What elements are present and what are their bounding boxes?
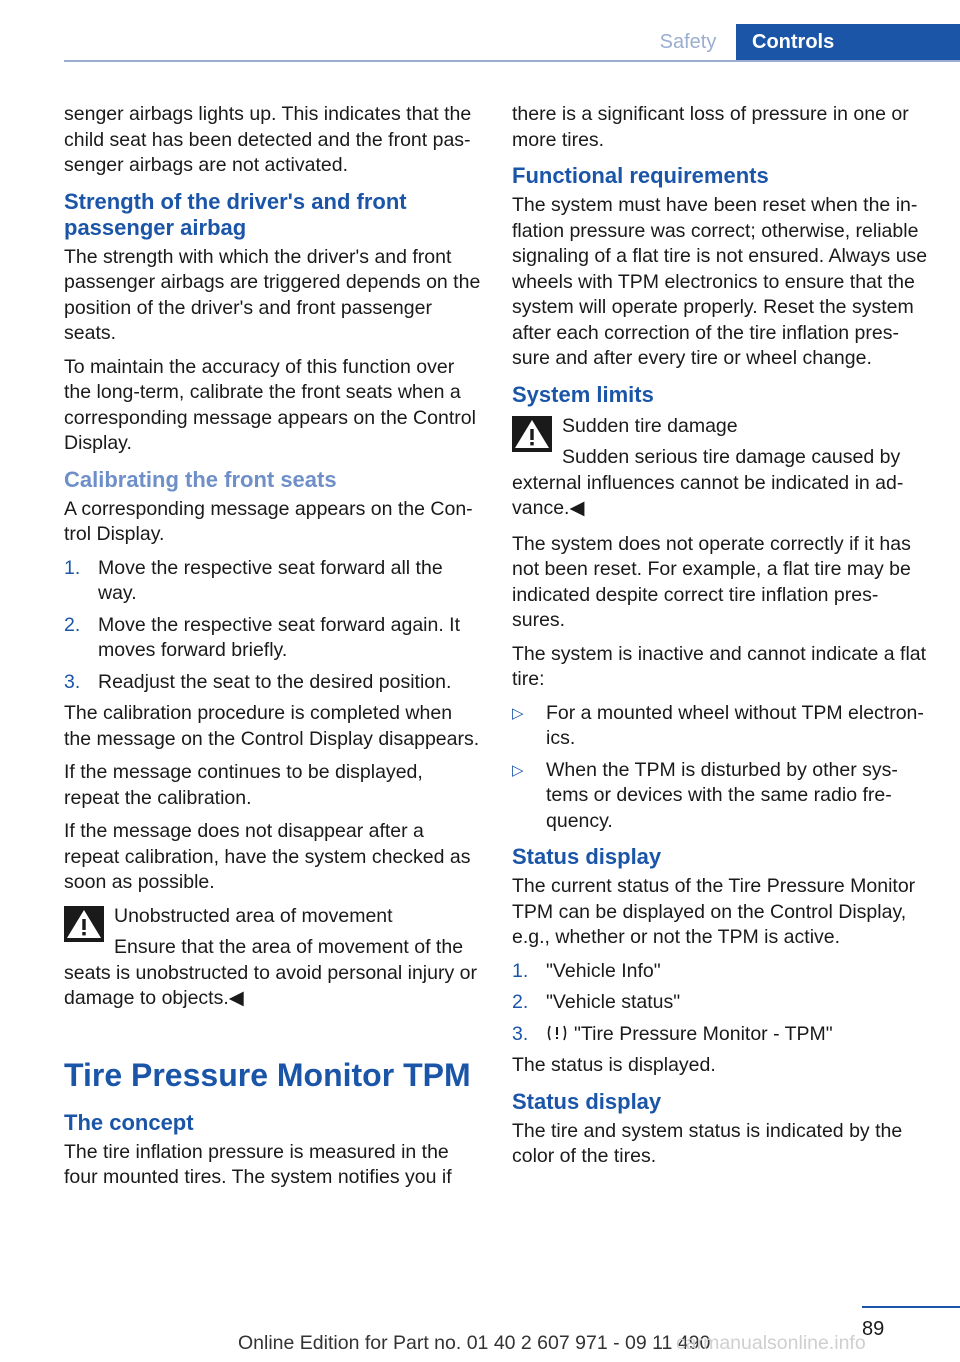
paragraph: The current status of the Tire Pressure Monitor TPM can be displayed on the Control Display, e.g., whether or not the TPM is active.	[512, 875, 916, 948]
right-column	[512, 102, 930, 1178]
list-item	[64, 556, 482, 607]
status-steps	[512, 959, 930, 1048]
heading-airbag-strength: Strength of the driver's and front passenger airbag	[64, 188, 407, 240]
list-item	[64, 613, 482, 664]
warning-title: Sudden tire damage	[562, 414, 738, 437]
heading-system-limits: System limits	[512, 381, 654, 407]
paragraph: The system is inactive and cannot indicate a flat tire:	[512, 642, 927, 690]
triangle-bullet-icon: ▷	[512, 761, 524, 779]
list-item	[512, 758, 930, 835]
heading-status-display: Status display	[512, 1088, 662, 1114]
warning-triangle-icon	[512, 416, 552, 452]
heading-calibrating-seats: Calibrating the front seats	[64, 466, 337, 492]
header-divider	[64, 60, 960, 62]
intro-paragraph: senger airbags lights up. This indicates that the child seat has been detected and the front pas-senger airbags are not activated.	[64, 103, 472, 176]
list-number: 3.	[64, 670, 81, 693]
intro-paragraph: there is a significant loss of pressure in one or more tires.	[512, 103, 909, 151]
list-item	[512, 1022, 930, 1048]
warning-triangle-icon	[64, 906, 104, 942]
paragraph: The system does not operate correctly if it has not been reset. For example, a flat tire may be indicated despite correct tire inflation pres-sures.	[512, 532, 911, 631]
list-item-text: Move the respective seat forward again. It moves forward briefly.	[98, 613, 461, 661]
paragraph: A corresponding message appears on the Con-trol Display.	[64, 497, 473, 545]
calibration-steps	[64, 556, 482, 696]
paragraph: The system must have been reset when the in-flation pressure was correct; otherwise, reliable signaling of a flat tire is not ensured. Always use wheels with TPM electronics to ensure that the system will operate properly. Reset the system after each correction of the tire inflation pres-sure and after every tire or wheel change.	[512, 194, 928, 369]
paragraph: The calibration procedure is completed when the message on the Control Display disappears.	[64, 702, 480, 750]
list-item-text: Move the respective seat forward all the way.	[98, 556, 443, 604]
footer-watermark: carmanualsonline.info	[676, 1332, 866, 1354]
warning-text: Sudden serious tire damage caused by external influences cannot be indicated in ad-vance.◀	[512, 446, 904, 519]
list-number: 1.	[64, 556, 81, 579]
warning-block	[512, 414, 930, 522]
warning-block	[64, 904, 482, 1012]
triangle-bullet-icon: ▷	[512, 704, 524, 722]
warning-text: Ensure that the area of movement of the seats is unobstructed to avoid personal injury or damage to objects.◀	[64, 936, 477, 1009]
list-item-text: When the TPM is disturbed by other sys-tems or devices with the same radio fre-quency.	[546, 758, 898, 832]
list-number: 3.	[512, 1022, 529, 1045]
list-item-text: "Vehicle Info"	[546, 959, 661, 982]
list-number: 2.	[512, 991, 529, 1013]
left-column	[64, 102, 482, 1199]
heading-status-display: Status display	[512, 844, 662, 869]
list-number: 1.	[512, 959, 529, 982]
list-number: 2.	[64, 613, 81, 636]
heading-concept: The concept	[64, 1109, 194, 1135]
paragraph: The strength with which the driver's and front passenger airbags are triggered depends on the position of the driver's and front passenger seats.	[64, 245, 481, 344]
list-item-text: "Tire Pressure Monitor - TPM"	[574, 1022, 833, 1045]
heading-functional-requirements: Functional requirements	[512, 163, 769, 188]
paragraph: If the message continues to be displayed, repeat the calibration.	[64, 761, 423, 809]
list-item-text: For a mounted wheel without TPM electron-ics.	[546, 701, 924, 749]
paragraph: The status is displayed.	[512, 1054, 716, 1076]
paragraph: If the message does not disappear after a repeat calibration, have the system checked as soon as possible.	[64, 820, 471, 893]
paragraph: The tire inflation pressure is measured in the four mounted tires. The system notifies you if	[64, 1140, 452, 1188]
header-tabs	[0, 24, 960, 62]
list-item	[512, 701, 930, 752]
footer-edition: Online Edition for Part no. 01 40 2 607 971 - 09 11 490	[238, 1332, 711, 1354]
footer-divider	[862, 1306, 960, 1308]
paragraph: The tire and system status is indicated by the color of the tires.	[512, 1119, 903, 1167]
tab-safety[interactable]: Safety	[659, 31, 717, 53]
warning-title: Unobstructed area of movement	[114, 904, 393, 927]
list-item	[64, 670, 482, 696]
list-item	[512, 990, 930, 1016]
tpm-warning-icon	[546, 1024, 568, 1042]
paragraph: To maintain the accuracy of this function over the long-term, calibrate the front seats when a corresponding message appears on the Control Display.	[64, 355, 476, 454]
list-item-text: "Vehicle status"	[546, 991, 681, 1013]
tab-controls[interactable]: Controls	[736, 24, 960, 60]
section-title-tpm: Tire Pressure Monitor TPM	[64, 1056, 471, 1093]
inactive-conditions-list	[512, 701, 930, 835]
list-item	[512, 959, 930, 985]
list-item-text: Readjust the seat to the desired position.	[98, 670, 452, 693]
page-number: 89	[862, 1318, 885, 1340]
